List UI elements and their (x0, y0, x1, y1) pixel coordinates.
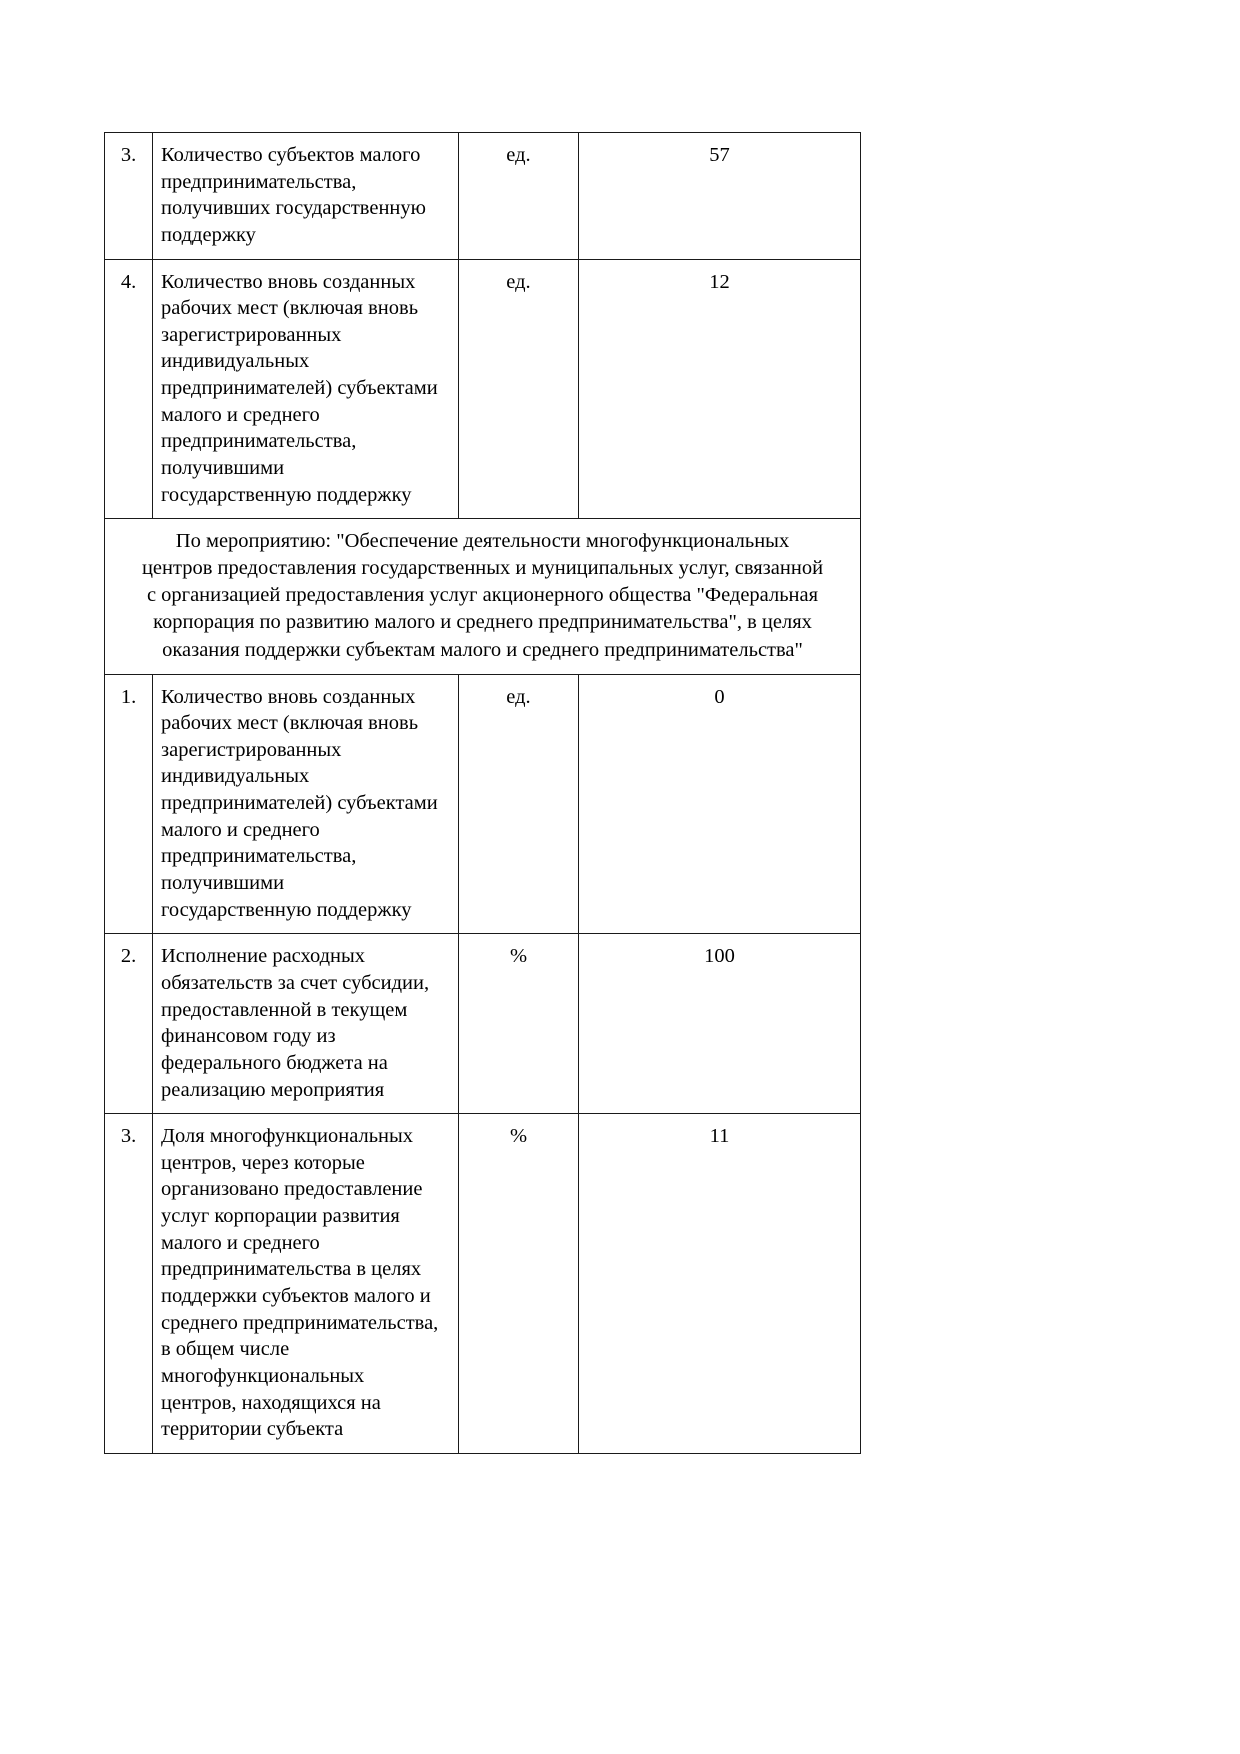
description-line: центров, находящихся на (161, 1391, 381, 1414)
row-unit: % (459, 1114, 579, 1454)
description-line: получившими (161, 872, 285, 895)
description-line: предоставленной в текущем (161, 998, 408, 1021)
row-number: 1. (105, 674, 153, 934)
table-row (105, 133, 861, 260)
description-line: поддержку (161, 223, 256, 246)
description-line: государственную поддержку (161, 483, 412, 506)
note-line: По мероприятию: "Обеспечение деятельности многофункциональных (175, 530, 790, 553)
row-value: 12 (579, 259, 861, 519)
description-line: территории субъекта (161, 1418, 344, 1441)
row-number: 2. (105, 934, 153, 1114)
description-line: Количество субъектов малого (161, 144, 421, 166)
table-row (105, 259, 861, 519)
description-line: малого и среднего (161, 1231, 320, 1254)
row-description (153, 259, 459, 519)
section-note (105, 519, 861, 674)
row-value: 57 (579, 133, 861, 260)
description-line: предпринимателей) субъектами (161, 377, 438, 400)
description-line: федерального бюджета на (161, 1051, 388, 1074)
row-unit: ед. (459, 674, 579, 934)
description-line: услуг корпорации развития (161, 1205, 400, 1228)
row-number: 3. (105, 1114, 153, 1454)
note-line: с организацией предоставления услуг акционерного общества "Федеральная (146, 584, 819, 607)
row-number: 4. (105, 259, 153, 519)
description-line: рабочих мест (включая вновь (161, 712, 419, 735)
row-value: 0 (579, 674, 861, 934)
table-row (105, 934, 861, 1114)
note-line: оказания поддержки субъектам малого и среднего предпринимательства" (162, 638, 803, 661)
description-line: Количество вновь созданных (161, 685, 416, 708)
description-line: поддержки субъектов малого и (161, 1285, 431, 1308)
description-line: государственную поддержку (161, 898, 412, 921)
description-line: реализацию мероприятия (161, 1078, 385, 1101)
note-line: центров предоставления государственных и муниципальных услуг, связанной (141, 557, 824, 580)
description-line: предпринимательства в целях (161, 1258, 422, 1281)
description-line: малого и среднего (161, 818, 320, 841)
description-line: получившими (161, 457, 285, 480)
description-line: обязательств за счет субсидии, (161, 971, 430, 994)
table-section-note-row (105, 519, 861, 674)
description-line: зарегистрированных (161, 323, 342, 346)
description-line: многофункциональных (161, 1364, 365, 1387)
description-line: в общем числе (161, 1338, 290, 1361)
indicators-table (104, 132, 861, 1454)
row-unit: ед. (459, 133, 579, 260)
row-description (153, 133, 459, 260)
description-line: центров, через которые (161, 1151, 365, 1174)
table-row (105, 674, 861, 934)
row-description (153, 1114, 459, 1454)
row-description (153, 934, 459, 1114)
row-unit: ед. (459, 259, 579, 519)
row-number: 3. (105, 133, 153, 260)
row-description (153, 674, 459, 934)
description-line: Исполнение расходных (161, 945, 366, 968)
description-line: предпринимательства, (161, 845, 357, 868)
description-line: предпринимательства, (161, 430, 357, 453)
note-line: корпорация по развитию малого и среднего предпринимательства", в целях (153, 611, 812, 634)
description-line: Количество вновь созданных (161, 270, 416, 293)
description-line: финансовом году из (161, 1025, 336, 1048)
description-line: малого и среднего (161, 403, 320, 426)
description-line: зарегистрированных (161, 738, 342, 761)
table-body (105, 133, 861, 1454)
row-value: 100 (579, 934, 861, 1114)
description-line: предпринимателей) субъектами (161, 792, 438, 815)
description-line: рабочих мест (включая вновь (161, 297, 419, 320)
description-line: индивидуальных (161, 765, 310, 788)
description-line: среднего предпринимательства, (161, 1311, 439, 1334)
description-line: индивидуальных (161, 350, 310, 373)
table-row (105, 1114, 861, 1454)
description-line: Доля многофункциональных (161, 1125, 414, 1148)
description-line: предпринимательства, (161, 170, 357, 193)
row-unit: % (459, 934, 579, 1114)
row-value: 11 (579, 1114, 861, 1454)
description-line: организовано предоставление (161, 1178, 423, 1201)
description-line: получивших государственную (161, 197, 426, 220)
